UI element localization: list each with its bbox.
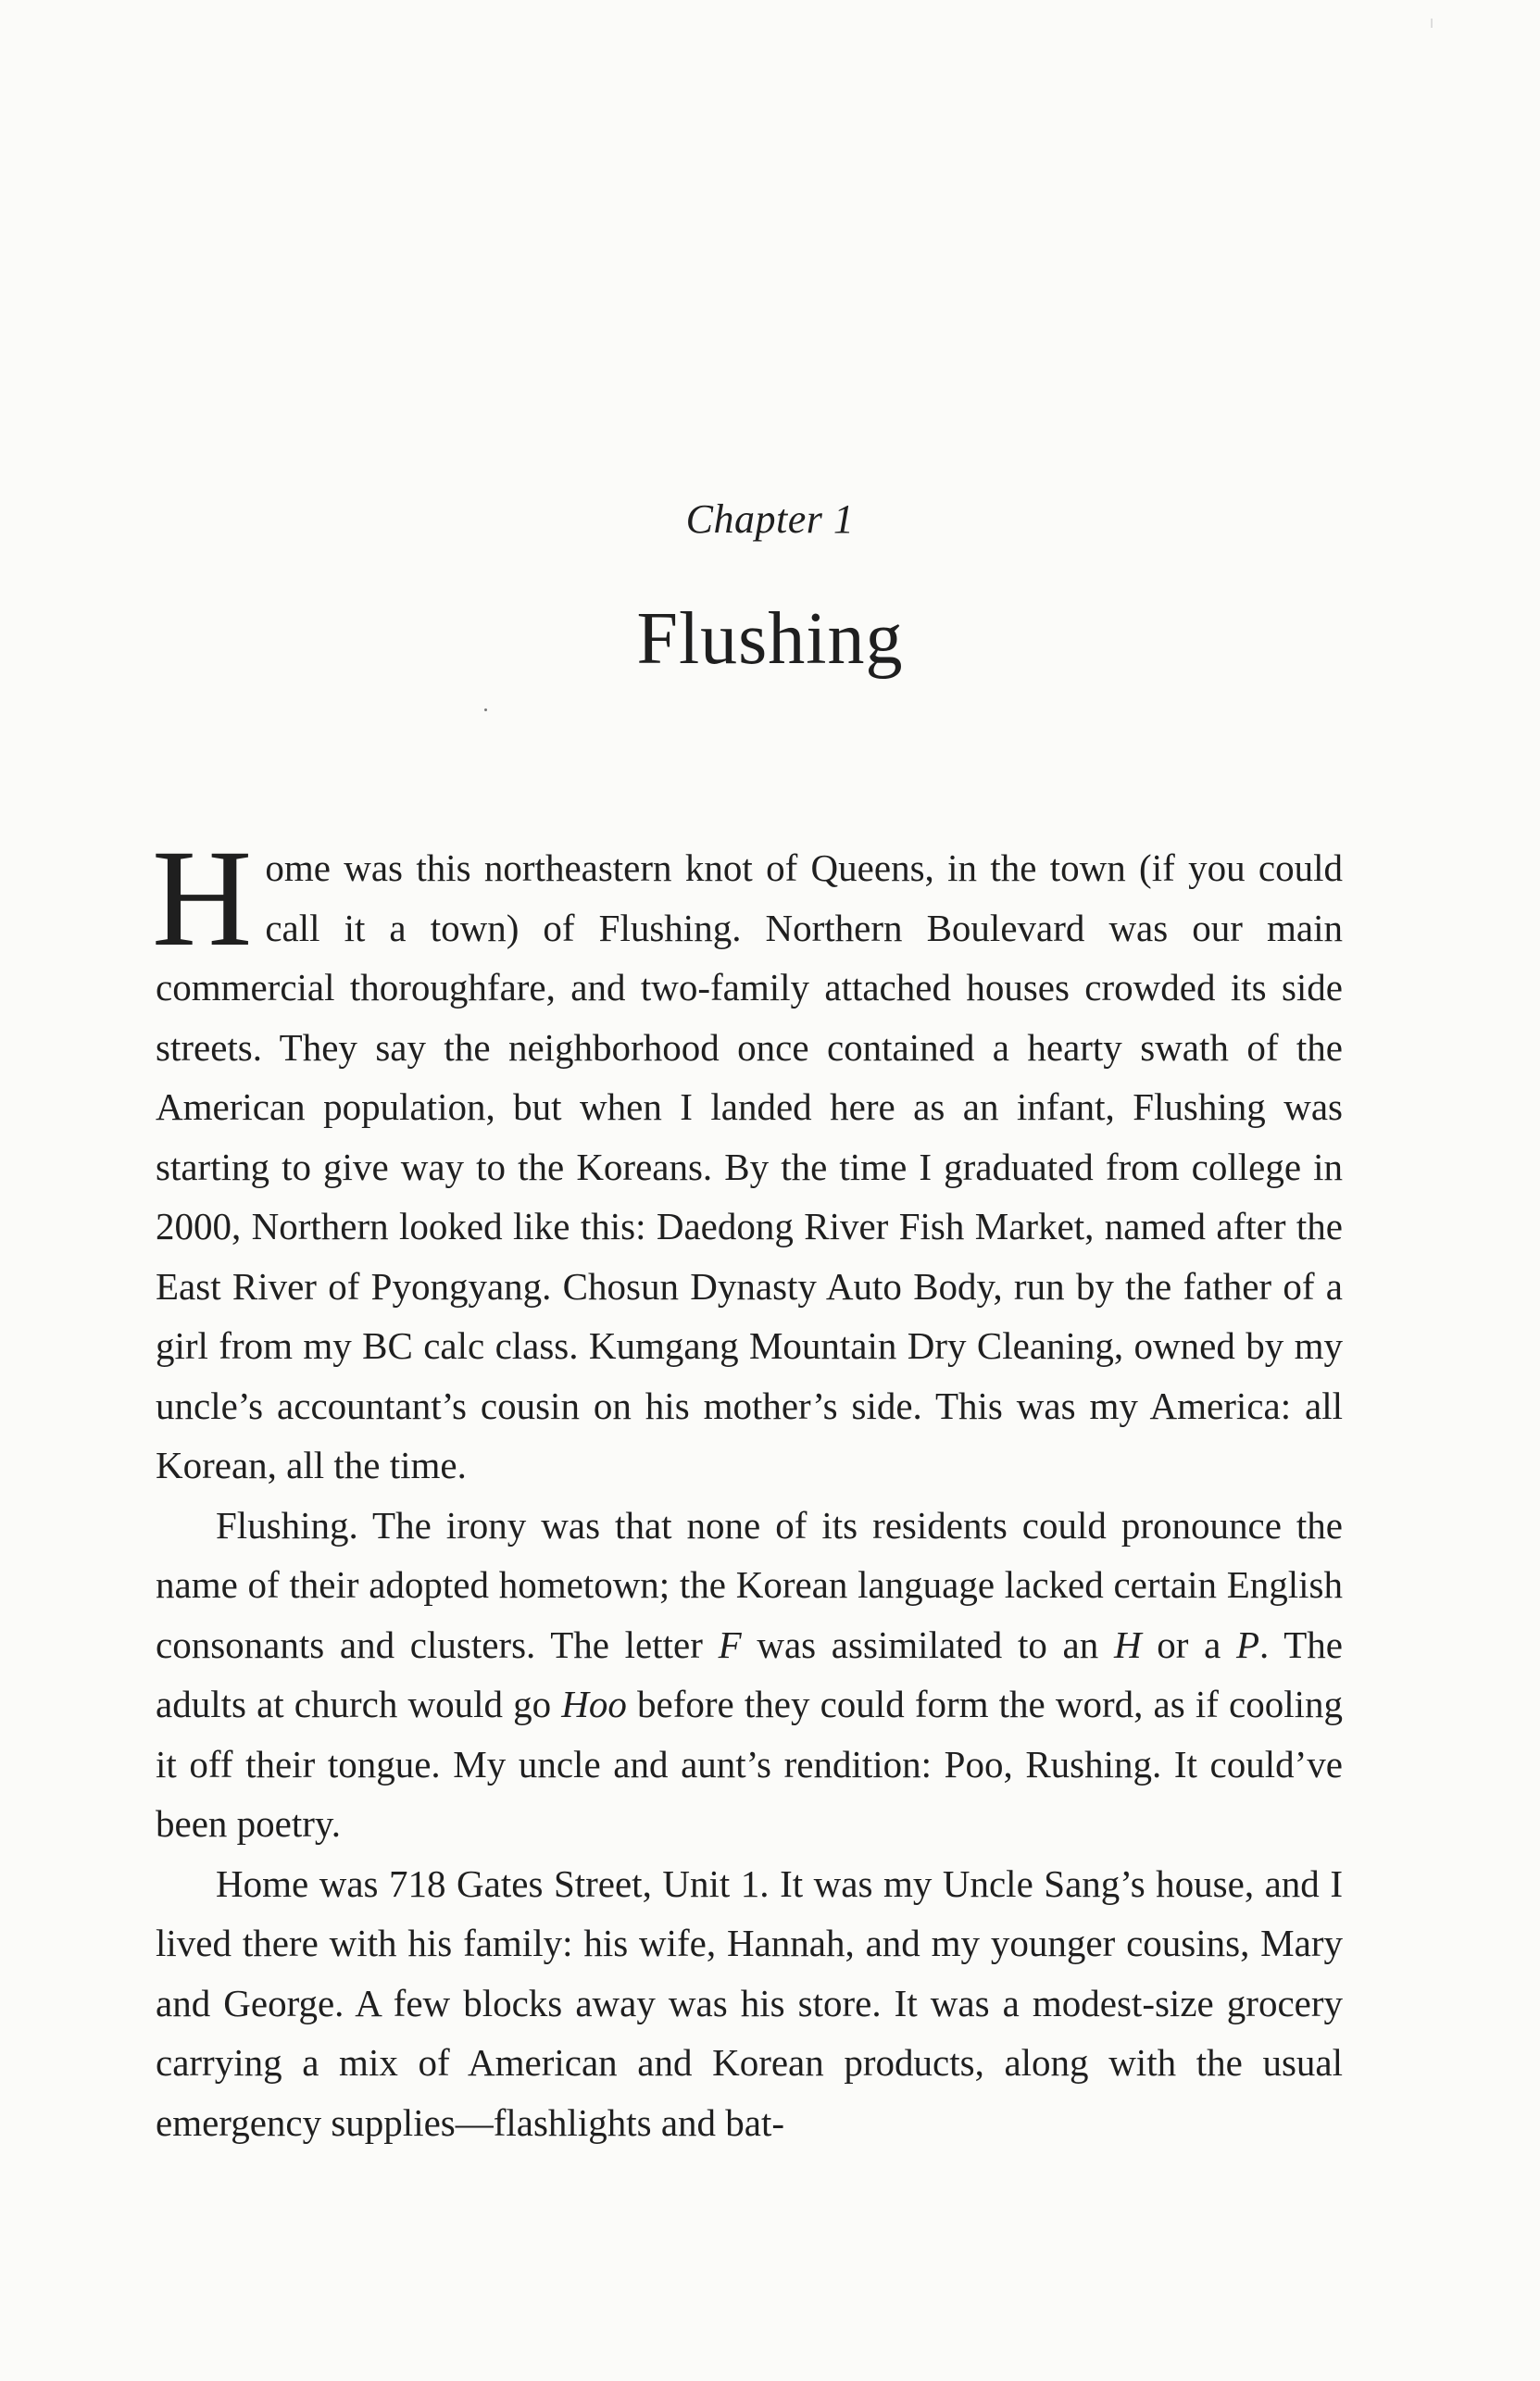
paragraph-2-text-e: before they could form the word, as if cooling it off their tongue. My uncle and aunt’s rendition: Poo, Rushing. It could’ve been poetry. (156, 1683, 1344, 1845)
chapter-number: Chapter 1 (685, 496, 855, 542)
paragraph-1-text: ome was this northeastern knot of Queens, in the town (if you could call it a town) of Flushing. Northern Boulevard was our main commercial thoroughfare, and two-family attached houses crowded its side streets. They say the neighborhood once contained a hearty swath of the American population, but when I landed here as an infant, Flushing was starting to give way to the Koreans. By the time I graduated from college in 2000, Northern looked like this: Daedong River Fish Market, named after the East River of Pyongyang. Chosun Dynasty Auto Body, run by the father of a girl from my BC calc class. Kumgang Mountain Dry Cleaning, owned by my uncle’s accountant’s cousin on his mother’s side. This was my America: all Korean, all the time. (156, 846, 1343, 1486)
italic-hoo: Hoo (561, 1683, 627, 1725)
print-speck (484, 708, 487, 711)
paragraph-2-text-d: . The adults at church would go (156, 1623, 1343, 1725)
italic-letter-p: P (1235, 1623, 1260, 1666)
chapter-title: Flushing (636, 598, 904, 680)
italic-letter-f: F (718, 1623, 742, 1666)
chapter-body (152, 821, 1344, 2152)
drop-cap: H (152, 821, 253, 975)
paragraph-3 (156, 1854, 1343, 2153)
paragraph-1 (152, 821, 1343, 1496)
paragraph-2-text-a: Flushing. The irony was that none of its residents could pronounce the name of their adopted hometown; the Korean language lacked certain English consonants and clusters. The letter (156, 1503, 1343, 1666)
italic-letter-h: H (1113, 1623, 1142, 1666)
paragraph-2-text-b: was assimilated to an (741, 1623, 1114, 1666)
paragraph-2-text-c: or a (1141, 1623, 1236, 1666)
scan-mark (1431, 19, 1433, 28)
paragraph-3-text: Home was 718 Gates Street, Unit 1. It was my Uncle Sang’s house, and I lived there with his family: his wife, Hannah, and my younger cousins, Mary and George. A few blocks away was his store. It was a modest-size grocery carrying a mix of American and Korean products, along with the usual emergency supplies—flashlights and bat- (156, 1861, 1343, 2144)
paragraph-2 (156, 1496, 1343, 1854)
